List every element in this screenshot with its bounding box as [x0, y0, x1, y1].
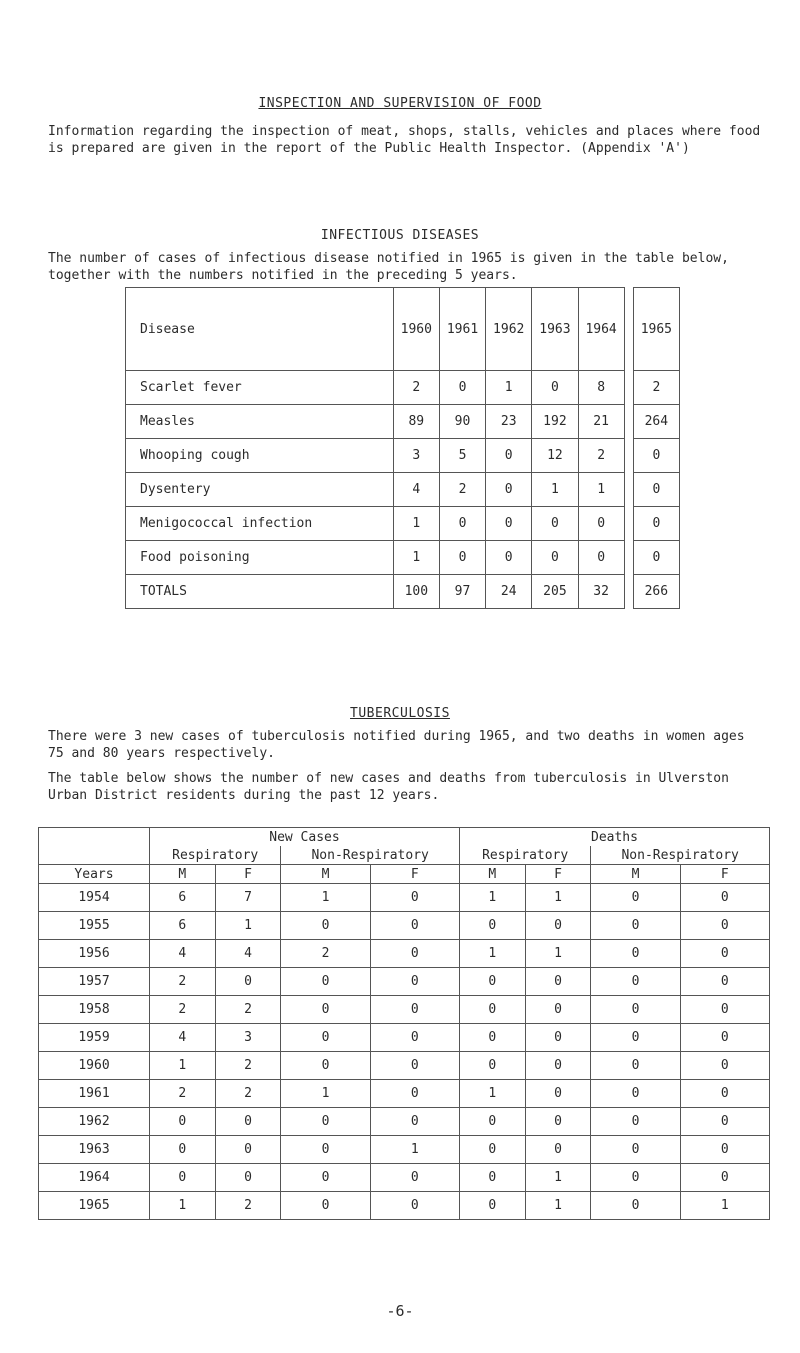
- tb-count: 1: [525, 1192, 591, 1220]
- tb-count: 0: [680, 1080, 769, 1108]
- tb-count: 0: [525, 1136, 591, 1164]
- year-column-header: 1963: [532, 288, 578, 371]
- table-row: [39, 1108, 770, 1136]
- case-count: 97: [439, 575, 485, 609]
- tb-count: 1: [459, 884, 525, 912]
- tb-heading: TUBERCULOSIS: [350, 706, 450, 721]
- tb-count: 0: [459, 1164, 525, 1192]
- case-count: 2: [393, 371, 439, 405]
- column-gap: [624, 439, 633, 473]
- deaths-group: Deaths: [459, 828, 769, 847]
- year-cell: 1958: [39, 996, 150, 1024]
- case-count: 8: [578, 371, 624, 405]
- case-count: 23: [486, 405, 532, 439]
- case-count: 205: [532, 575, 578, 609]
- tb-count: 0: [591, 1080, 680, 1108]
- column-gap: [624, 507, 633, 541]
- tb-count: 0: [370, 968, 459, 996]
- table-row: [39, 1052, 770, 1080]
- tb-count: 6: [150, 912, 216, 940]
- tb-count: 0: [459, 1108, 525, 1136]
- case-count: 266: [633, 575, 679, 609]
- tb-count: 0: [215, 1108, 281, 1136]
- case-count: 5: [439, 439, 485, 473]
- tb-count: 0: [591, 884, 680, 912]
- sex-header: F: [525, 865, 591, 884]
- new-resp-header: Respiratory: [150, 846, 281, 865]
- infectious-paragraph: The number of cases of infectious disease notified in 1965 is given in the table below, together with the numbers notified in the preceding 5 years.: [48, 251, 729, 283]
- tb-count: 0: [680, 1024, 769, 1052]
- case-count: 0: [486, 507, 532, 541]
- column-gap: [624, 371, 633, 405]
- year-cell: 1965: [39, 1192, 150, 1220]
- case-count: 0: [578, 541, 624, 575]
- tb-count: 6: [150, 884, 216, 912]
- tb-count: 0: [370, 1108, 459, 1136]
- table-row: [126, 371, 680, 405]
- year-column-header: 1960: [393, 288, 439, 371]
- case-count: 2: [633, 371, 679, 405]
- tb-count: 0: [281, 1024, 370, 1052]
- tuberculosis-table: [38, 827, 770, 1220]
- disease-name: Scarlet fever: [126, 371, 394, 405]
- tb-count: 0: [150, 1136, 216, 1164]
- tb-count: 0: [370, 884, 459, 912]
- case-count: 0: [633, 507, 679, 541]
- tb-count: 0: [281, 1052, 370, 1080]
- disease-name: Food poisoning: [126, 541, 394, 575]
- tb-count: 0: [591, 912, 680, 940]
- year-cell: 1960: [39, 1052, 150, 1080]
- tb-count: 0: [525, 1080, 591, 1108]
- table-row: [39, 940, 770, 968]
- page-title: INSPECTION AND SUPERVISION OF FOOD: [258, 96, 542, 111]
- year-cell: 1956: [39, 940, 150, 968]
- infectious-disease-table: [125, 287, 680, 609]
- column-gap: [624, 288, 633, 371]
- tb-count: 2: [150, 1080, 216, 1108]
- sex-header: M: [459, 865, 525, 884]
- tb-count: 0: [370, 1080, 459, 1108]
- tb-count: 7: [215, 884, 281, 912]
- table-row: [39, 968, 770, 996]
- tb-count: 0: [215, 1136, 281, 1164]
- disease-column-header: Disease: [126, 288, 394, 371]
- years-group-cell: [39, 828, 150, 847]
- tb-count: 0: [215, 1164, 281, 1192]
- tb-count: 0: [525, 996, 591, 1024]
- tb-count: 0: [680, 884, 769, 912]
- tb-count: 2: [215, 1192, 281, 1220]
- years-header: Years: [39, 865, 150, 884]
- case-count: 90: [439, 405, 485, 439]
- tb-count: 0: [680, 940, 769, 968]
- tb-count: 0: [281, 1136, 370, 1164]
- intro-paragraph: Information regarding the inspection of meat, shops, stalls, vehicles and places where food is prepared are given in the report of the Public Health Inspector. (Appendix 'A'): [48, 124, 761, 156]
- case-count: 0: [439, 541, 485, 575]
- death-resp-header: Respiratory: [459, 846, 590, 865]
- tb-paragraph-2: The table below shows the number of new cases and deaths from tuberculosis in Ulverston Urban District residents during the past 12 years.: [48, 771, 729, 803]
- tb-count: 0: [281, 968, 370, 996]
- case-count: 2: [439, 473, 485, 507]
- tb-count: 0: [459, 1136, 525, 1164]
- tb-count: 0: [525, 1052, 591, 1080]
- years-subgroup-cell: [39, 846, 150, 865]
- tb-count: 0: [459, 1192, 525, 1220]
- tb-count: 0: [281, 1192, 370, 1220]
- tb-count: 0: [370, 912, 459, 940]
- sex-header: F: [215, 865, 281, 884]
- table-row: [39, 1024, 770, 1052]
- infectious-heading: INFECTIOUS DISEASES: [320, 228, 480, 243]
- case-count: 12: [532, 439, 578, 473]
- tb-count: 1: [150, 1192, 216, 1220]
- table-row: [126, 507, 680, 541]
- tb-count: 1: [680, 1192, 769, 1220]
- year-cell: 1963: [39, 1136, 150, 1164]
- tb-count: 0: [215, 968, 281, 996]
- case-count: 0: [633, 541, 679, 575]
- tb-count: 0: [150, 1164, 216, 1192]
- tb-count: 0: [591, 1164, 680, 1192]
- case-count: 2: [578, 439, 624, 473]
- tb-count: 0: [150, 1108, 216, 1136]
- tb-count: 0: [591, 1192, 680, 1220]
- table-row: [39, 1080, 770, 1108]
- table-row: [126, 473, 680, 507]
- year-cell: 1959: [39, 1024, 150, 1052]
- table-row: [39, 884, 770, 912]
- tb-count: 1: [281, 884, 370, 912]
- tb-count: 1: [525, 940, 591, 968]
- tb-count: 0: [370, 940, 459, 968]
- case-count: 264: [633, 405, 679, 439]
- tb-count: 0: [680, 1136, 769, 1164]
- sex-header: M: [591, 865, 680, 884]
- tb-count: 0: [370, 1164, 459, 1192]
- year-column-header: 1964: [578, 288, 624, 371]
- tb-count: 0: [591, 1108, 680, 1136]
- tb-count: 1: [370, 1136, 459, 1164]
- tb-count: 0: [281, 1164, 370, 1192]
- case-count: 1: [578, 473, 624, 507]
- tb-count: 0: [370, 1024, 459, 1052]
- death-nonresp-header: Non-Respiratory: [591, 846, 770, 865]
- case-count: 1: [486, 371, 532, 405]
- tb-count: 0: [680, 996, 769, 1024]
- sex-header: M: [281, 865, 370, 884]
- tb-count: 0: [680, 968, 769, 996]
- case-count: 0: [486, 541, 532, 575]
- case-count: 1: [532, 473, 578, 507]
- case-count: 32: [578, 575, 624, 609]
- sex-header: M: [150, 865, 216, 884]
- tb-count: 0: [591, 1024, 680, 1052]
- table-row: [39, 1192, 770, 1220]
- tb-count: 1: [281, 1080, 370, 1108]
- tb-count: 0: [281, 1108, 370, 1136]
- tb-count: 0: [680, 1052, 769, 1080]
- tb-count: 2: [215, 996, 281, 1024]
- disease-name: Measles: [126, 405, 394, 439]
- tb-count: 2: [281, 940, 370, 968]
- tb-count: 0: [591, 1136, 680, 1164]
- year-column-header: 1962: [486, 288, 532, 371]
- tb-count: 0: [370, 1192, 459, 1220]
- tb-count: 3: [215, 1024, 281, 1052]
- case-count: 192: [532, 405, 578, 439]
- case-count: 21: [578, 405, 624, 439]
- case-count: 0: [532, 507, 578, 541]
- year-cell: 1961: [39, 1080, 150, 1108]
- tb-count: 1: [215, 912, 281, 940]
- year-column-header: 1965: [633, 288, 679, 371]
- table-row: [39, 1164, 770, 1192]
- case-count: 0: [439, 507, 485, 541]
- year-column-header: 1961: [439, 288, 485, 371]
- case-count: 0: [633, 439, 679, 473]
- tb-count: 2: [215, 1052, 281, 1080]
- tb-count: 0: [459, 1024, 525, 1052]
- disease-name: Whooping cough: [126, 439, 394, 473]
- tb-count: 2: [150, 996, 216, 1024]
- case-count: 24: [486, 575, 532, 609]
- new-nonresp-header: Non-Respiratory: [281, 846, 460, 865]
- tb-count: 0: [281, 912, 370, 940]
- tb-count: 1: [459, 1080, 525, 1108]
- tb-count: 1: [525, 1164, 591, 1192]
- tb-count: 0: [680, 1108, 769, 1136]
- tb-count: 1: [525, 884, 591, 912]
- tb-count: 4: [215, 940, 281, 968]
- tb-count: 0: [459, 912, 525, 940]
- column-gap: [624, 405, 633, 439]
- table-row: [126, 541, 680, 575]
- year-cell: 1957: [39, 968, 150, 996]
- case-count: 3: [393, 439, 439, 473]
- tb-count: 0: [680, 1164, 769, 1192]
- case-count: 1: [393, 507, 439, 541]
- tb-count: 4: [150, 940, 216, 968]
- case-count: 4: [393, 473, 439, 507]
- tb-count: 0: [459, 968, 525, 996]
- table-row: [126, 439, 680, 473]
- year-cell: 1955: [39, 912, 150, 940]
- tb-count: 0: [525, 912, 591, 940]
- disease-name: TOTALS: [126, 575, 394, 609]
- case-count: 1: [393, 541, 439, 575]
- table-row: [39, 912, 770, 940]
- case-count: 0: [486, 439, 532, 473]
- case-count: 0: [578, 507, 624, 541]
- tb-count: 0: [459, 996, 525, 1024]
- case-count: 0: [532, 371, 578, 405]
- tb-count: 0: [525, 968, 591, 996]
- tb-count: 0: [525, 1108, 591, 1136]
- tb-count: 4: [150, 1024, 216, 1052]
- column-gap: [624, 541, 633, 575]
- tb-count: 0: [591, 1052, 680, 1080]
- sex-header: F: [370, 865, 459, 884]
- tb-paragraph-1: There were 3 new cases of tuberculosis notified during 1965, and two deaths in women ages 75 and 80 years respectively.: [48, 729, 745, 761]
- year-cell: 1962: [39, 1108, 150, 1136]
- year-cell: 1954: [39, 884, 150, 912]
- case-count: 0: [532, 541, 578, 575]
- case-count: 0: [633, 473, 679, 507]
- case-count: 89: [393, 405, 439, 439]
- page-number: -6-: [386, 1302, 414, 1320]
- disease-name: Menigococcal infection: [126, 507, 394, 541]
- new-cases-group: New Cases: [150, 828, 460, 847]
- case-count: 0: [439, 371, 485, 405]
- tb-count: 0: [591, 940, 680, 968]
- tb-count: 0: [459, 1052, 525, 1080]
- case-count: 0: [486, 473, 532, 507]
- sex-header: F: [680, 865, 769, 884]
- tb-count: 0: [525, 1024, 591, 1052]
- tb-count: 0: [680, 912, 769, 940]
- tb-count: 2: [215, 1080, 281, 1108]
- tb-count: 2: [150, 968, 216, 996]
- disease-name: Dysentery: [126, 473, 394, 507]
- table-row: [126, 575, 680, 609]
- tb-count: 0: [370, 1052, 459, 1080]
- tb-count: 0: [591, 996, 680, 1024]
- tb-count: 1: [150, 1052, 216, 1080]
- column-gap: [624, 473, 633, 507]
- column-gap: [624, 575, 633, 609]
- tb-count: 0: [591, 968, 680, 996]
- tb-count: 0: [281, 996, 370, 1024]
- tb-count: 0: [370, 996, 459, 1024]
- table-row: [39, 1136, 770, 1164]
- tb-count: 1: [459, 940, 525, 968]
- year-cell: 1964: [39, 1164, 150, 1192]
- case-count: 100: [393, 575, 439, 609]
- table-row: [39, 996, 770, 1024]
- table-row: [126, 405, 680, 439]
